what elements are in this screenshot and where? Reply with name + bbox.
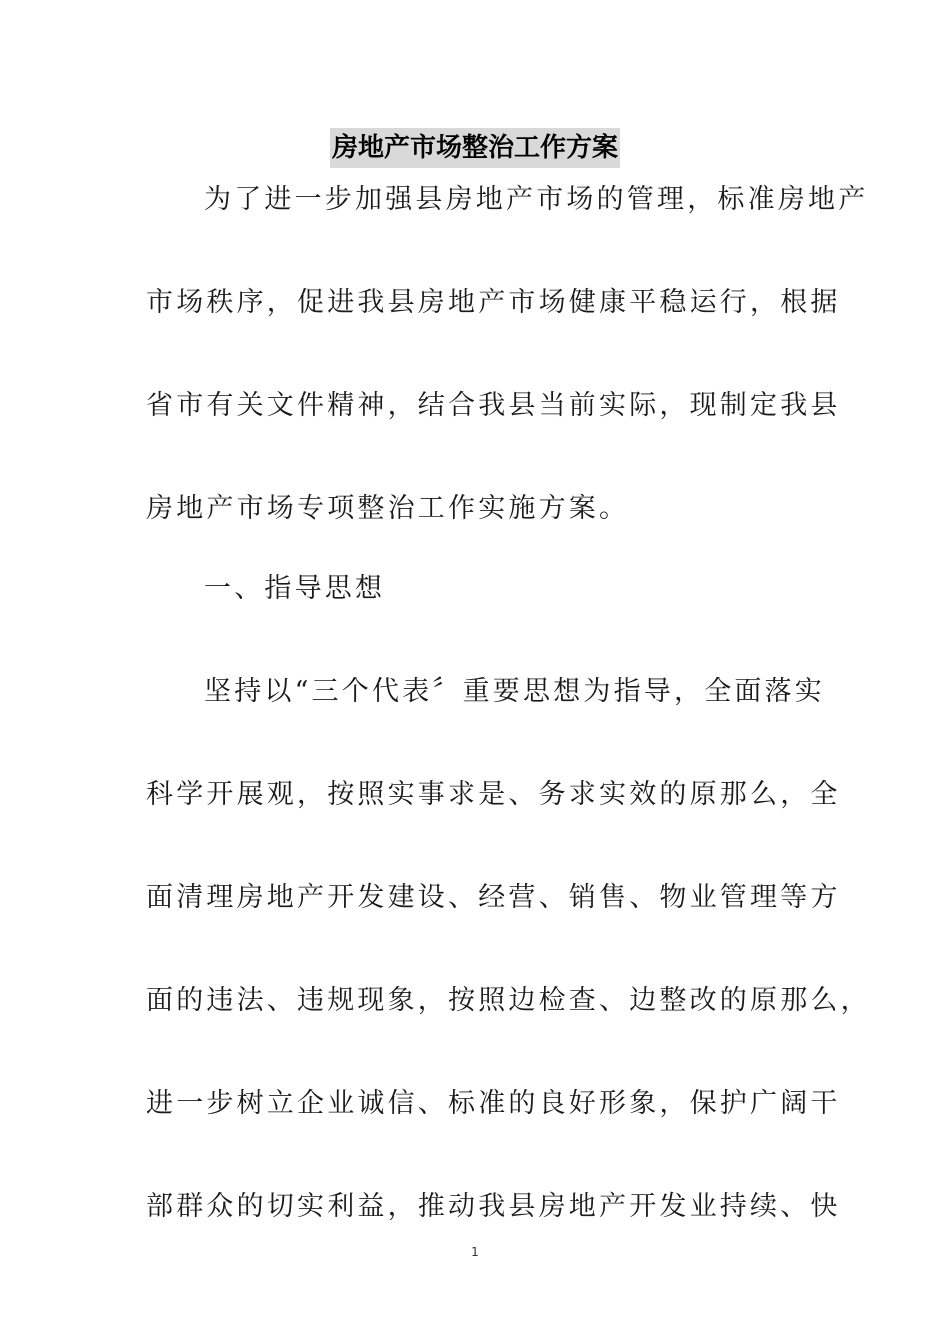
paragraph-line: 为了进一步加强县房地产市场的管理，标准房地产	[204, 184, 869, 215]
page-number: 1	[471, 1245, 479, 1259]
paragraph-line: 面清理房地产开发建设、经营、销售、物业管理等方	[146, 882, 841, 913]
document-title: 房地产市场整治工作方案	[330, 128, 620, 168]
paragraph-line: 部群众的切实利益，推动我县房地产开发业持续、快	[146, 1191, 841, 1222]
paragraph-line: 省市有关文件精神，结合我县当前实际，现制定我县	[146, 390, 841, 421]
paragraph-line: 房地产市场专项整治工作实施方案。	[146, 493, 630, 524]
title-container	[0, 128, 950, 168]
paragraph-line: 科学开展观，按照实事求是、务求实效的原那么，全	[146, 779, 841, 810]
paragraph-line: 进一步树立企业诚信、标准的良好形象，保护广阔干	[146, 1088, 841, 1119]
document-body	[146, 178, 871, 1288]
paragraph-line: 坚持以“三个代表〞重要思想为指导，全面落实	[204, 676, 826, 707]
section-heading: 一、指导思想	[204, 573, 386, 604]
paragraph-line: 面的违法、违规现象，按照边检查、边整改的原那么，	[146, 985, 871, 1016]
paragraph-line: 市场秩序，促进我县房地产市场健康平稳运行，根据	[146, 287, 841, 318]
